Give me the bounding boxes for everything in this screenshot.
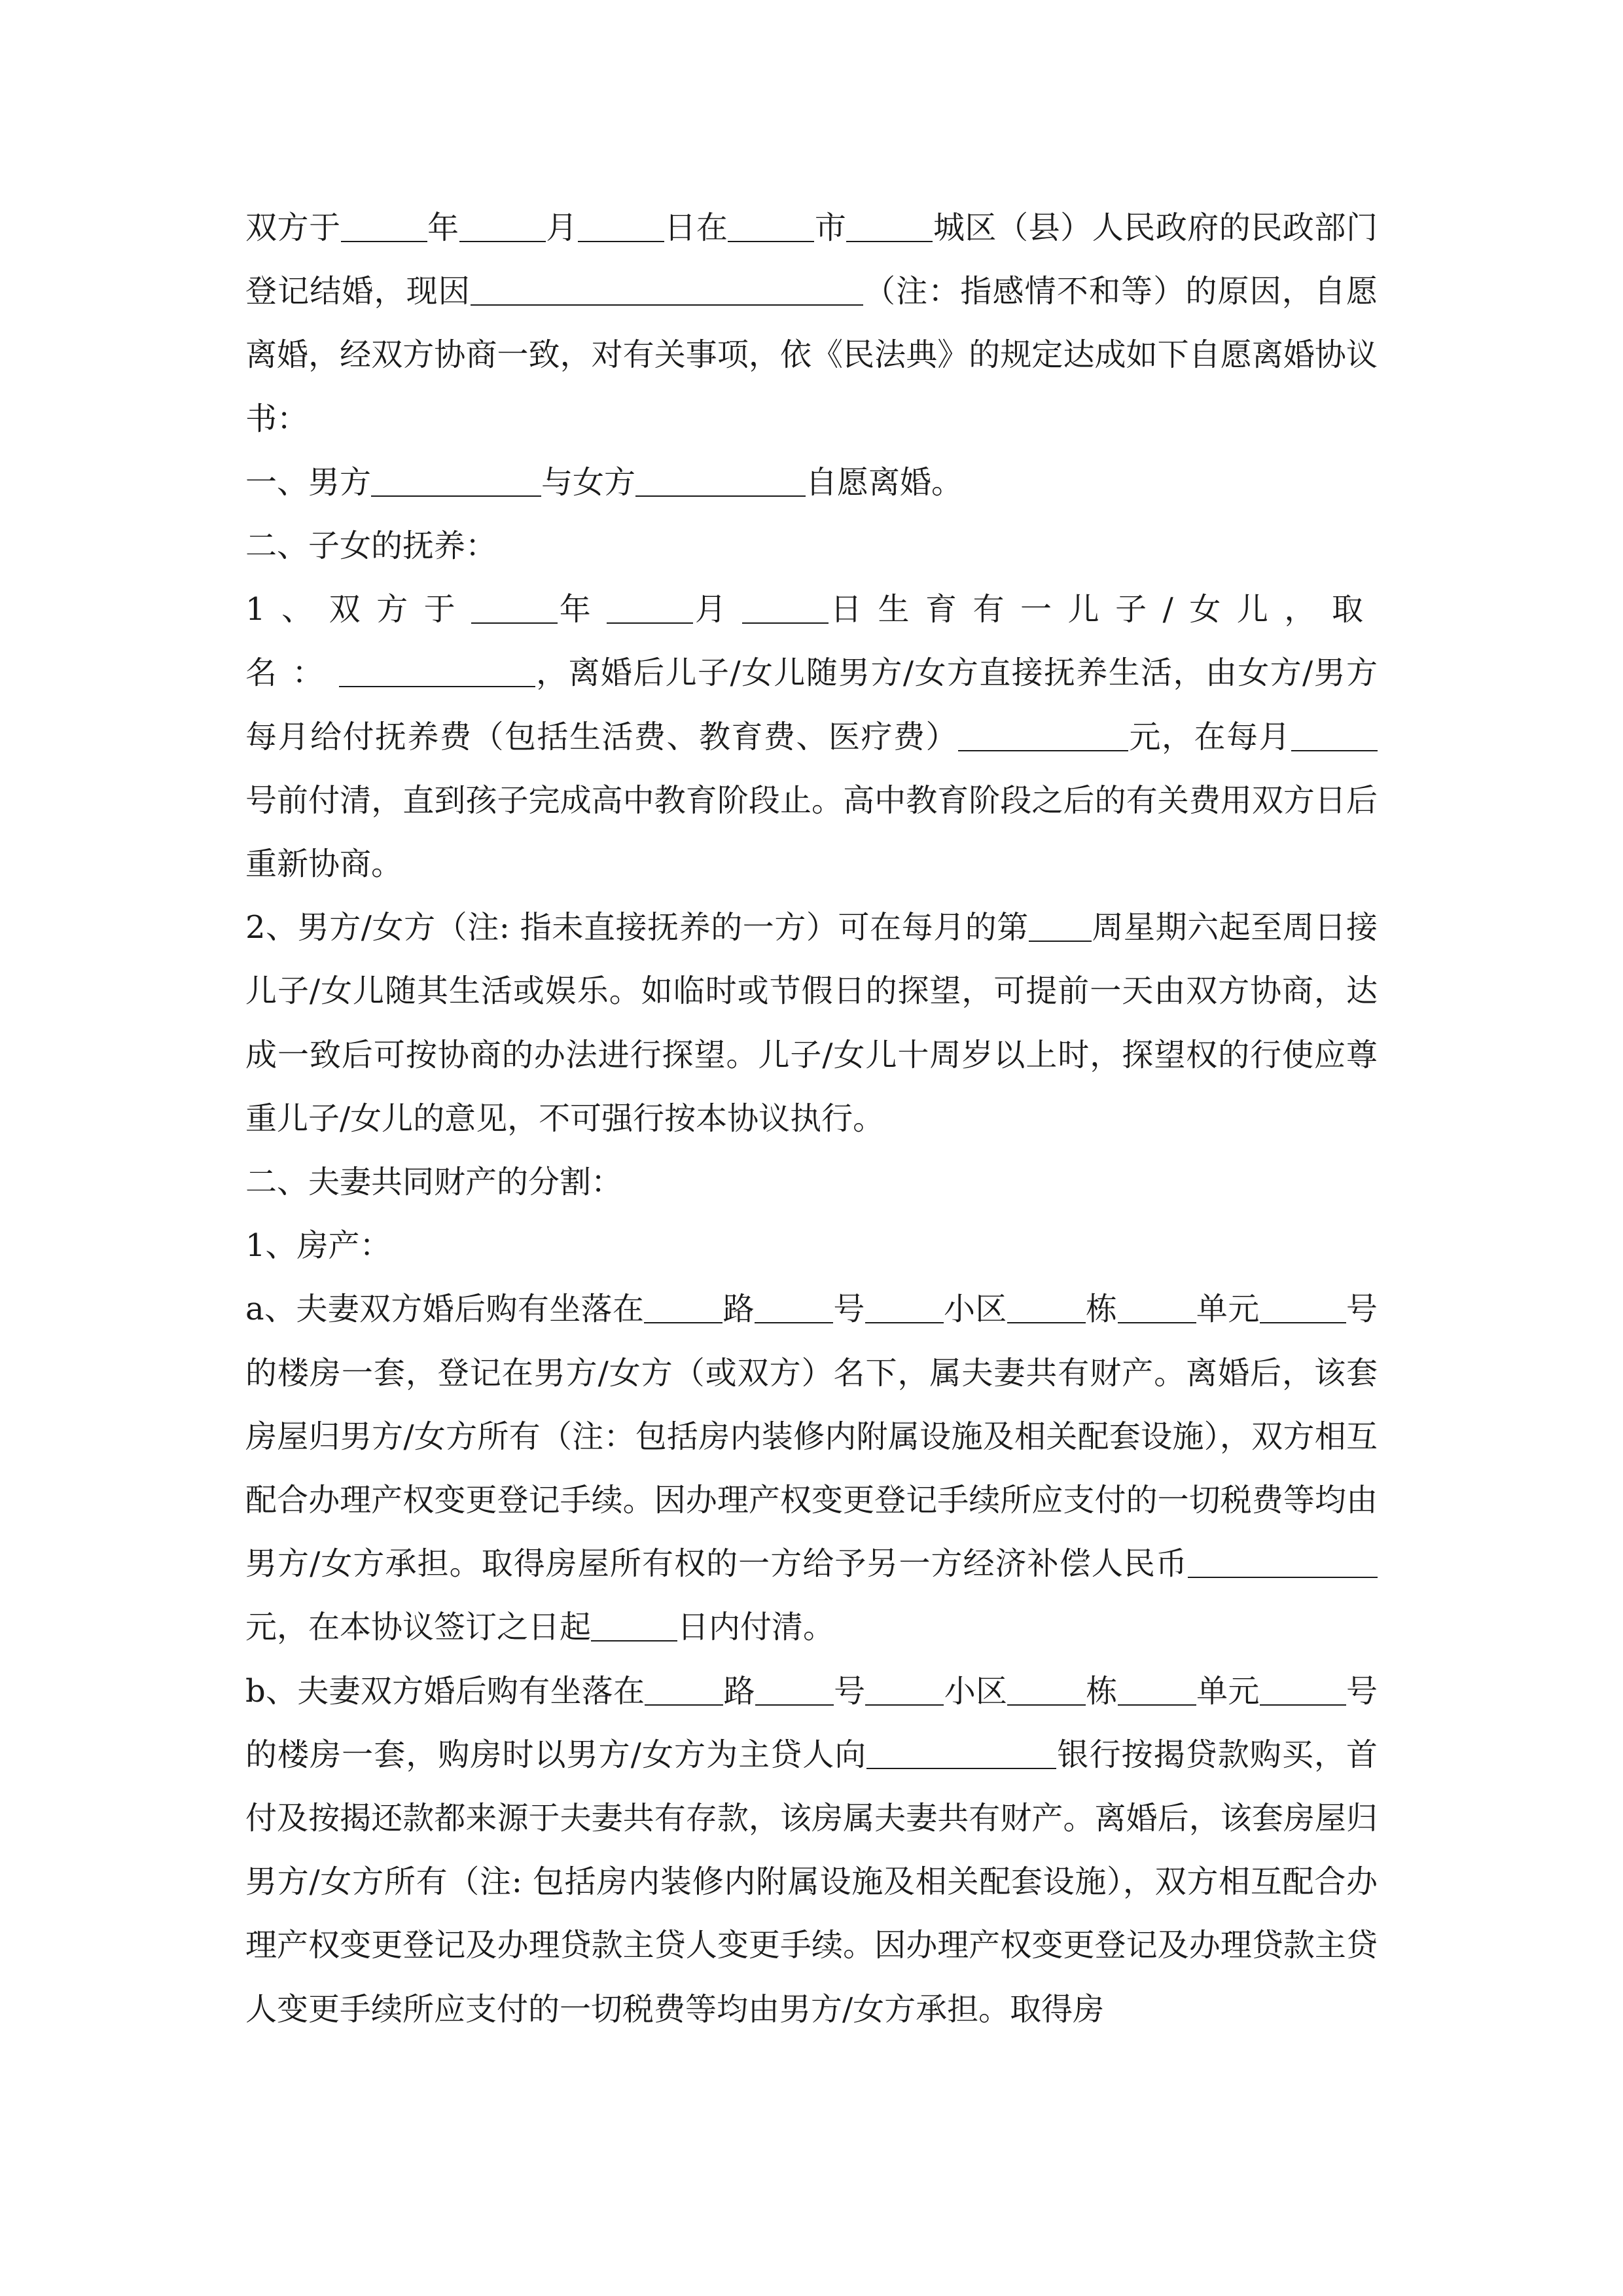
intro-paragraph	[245, 196, 1378, 451]
blank-field	[1291, 724, 1378, 751]
text-run: 自愿离婚。	[806, 463, 963, 501]
section-3-title: 二、夫妻共同财产的分割：	[245, 1164, 623, 1201]
blank-field	[755, 1678, 834, 1706]
section-1	[245, 451, 1378, 514]
text-run: 单元	[1196, 1291, 1260, 1328]
blank-field	[371, 469, 541, 497]
text-run: ，离婚后儿子/女儿随男方/女方直接抚养生活，由女方/男方每月给付抚养费（包括生活费、教育费、医疗费）	[245, 655, 1378, 755]
section-2-title: 二、子女的抚养：	[245, 528, 497, 565]
house-clause-b	[245, 1660, 1378, 2041]
text-run: 号前付清，直到孩子完成高中教育阶段止。高中教育阶段之后的有关费用双方日后重新协商。	[245, 781, 1378, 883]
text-run: 日内付清。	[677, 1609, 835, 1646]
text-run: 元，在本协议签订之日起	[245, 1609, 592, 1646]
child-clause-2	[245, 896, 1378, 1151]
blank-field	[1029, 914, 1092, 942]
text-run: 1、双方于	[245, 591, 472, 628]
text-run: 单元	[1196, 1672, 1260, 1710]
blank-field	[607, 596, 693, 624]
text-run: a、夫妻双方婚后购有坐落在	[245, 1291, 645, 1328]
text-run: 号的楼房一套，购房时以男方/女方为主贷人向	[245, 1672, 1378, 1773]
blank-field	[1188, 1551, 1378, 1578]
text-run: 市	[814, 209, 847, 246]
blank-field	[846, 215, 933, 242]
blank-field	[645, 1678, 723, 1706]
text-run: 城区（县）人民政府的民政部门登记结婚，现因	[245, 209, 1378, 310]
blank-field	[635, 469, 806, 497]
text-run: 与女方	[541, 463, 636, 501]
text-run: 日生育有一儿子/女儿，取名：	[245, 591, 1378, 692]
text-run: 栋	[1085, 1291, 1118, 1328]
text-run: 双方于	[245, 209, 341, 246]
blank-field	[1260, 1678, 1346, 1706]
text-run: 小区	[944, 1672, 1008, 1710]
text-run: 路	[722, 1291, 755, 1328]
blank-field	[865, 1678, 944, 1706]
blank-field	[1260, 1296, 1346, 1323]
text-run: 路	[723, 1672, 755, 1710]
blank-field	[958, 724, 1128, 751]
blank-field	[1118, 1296, 1196, 1323]
blank-field	[459, 215, 546, 242]
text-run: 月	[693, 591, 743, 628]
blank-field	[591, 1614, 677, 1641]
blank-field	[865, 1296, 944, 1323]
blank-field	[755, 1296, 833, 1323]
blank-field	[742, 596, 829, 624]
text-run: b、夫妻双方婚后购有坐落在	[245, 1672, 645, 1710]
text-run: 年	[427, 209, 459, 246]
blank-field	[341, 215, 427, 242]
blank-field	[578, 215, 664, 242]
text-run: 一、男方	[245, 463, 372, 501]
text-run: 银行按揭贷款购买，首付及按揭还款都来源于夫妻共有存款，该房属夫妻共有财产。离婚后，该套房屋归男方/女方所有（注: 包括房内装修内附属设施及相关配套设施），双方相互配合办理产权变更登记及办理贷款主贷人变更手续。因办理产权变更登记及办理贷款主贷人变更手续所应支付的一切税费等均由男方/女方承担。取得房	[245, 1736, 1378, 2028]
child-clause-1	[245, 578, 1378, 896]
blank-field	[339, 660, 535, 687]
blank-field	[1007, 1296, 1086, 1323]
blank-field	[471, 278, 863, 306]
blank-field	[866, 1742, 1056, 1769]
text-run: 号的楼房一套，登记在男方/女方（或双方）名下，属夫妻共有财产。离婚后，该套房屋归男方/女方所有（注：包括房内装修内附属设施及相关配套设施），双方相互配合办理产权变更登记手续。因办理产权变更登记手续所应支付的一切税费等均由男方/女方承担。取得房屋所有权的一方给予另一方经济补偿人民币	[245, 1291, 1378, 1583]
text-run: 2、男方/女方（注: 指未直接抚养的一方）可在每月的第	[245, 909, 1029, 946]
text-run: （注：指感情不和等）的原因，自愿离婚，经双方协商一致，对有关事项，依《民法典》的规定达成如下自愿离婚协议书：	[245, 273, 1378, 437]
text-run: 号	[833, 1672, 866, 1710]
text-run: 月	[545, 209, 578, 246]
house-clause-a	[245, 1278, 1378, 1659]
text-run: 小区	[943, 1291, 1007, 1328]
text-run: 号	[832, 1291, 865, 1328]
text-run: 元，在每月	[1128, 718, 1291, 755]
agreement-body	[245, 196, 1378, 2041]
text-run: 日在	[664, 209, 728, 246]
blank-field	[644, 1296, 722, 1323]
house-title: 1、房产：	[245, 1227, 391, 1265]
blank-field	[728, 215, 814, 242]
text-run: 栋	[1086, 1672, 1118, 1710]
blank-field	[1007, 1678, 1086, 1706]
blank-field	[471, 596, 558, 624]
text-run: 年	[558, 591, 607, 628]
text-run: 周星期六起至周日接儿子/女儿随其生活或娱乐。如临时或节假日的探望，可提前一天由双方协商，达成一致后可按协商的办法进行探望。儿子/女儿十周岁以上时，探望权的行使应尊重儿子/女儿的意见，不可强行按本协议执行。	[245, 909, 1378, 1137]
blank-field	[1118, 1678, 1196, 1706]
